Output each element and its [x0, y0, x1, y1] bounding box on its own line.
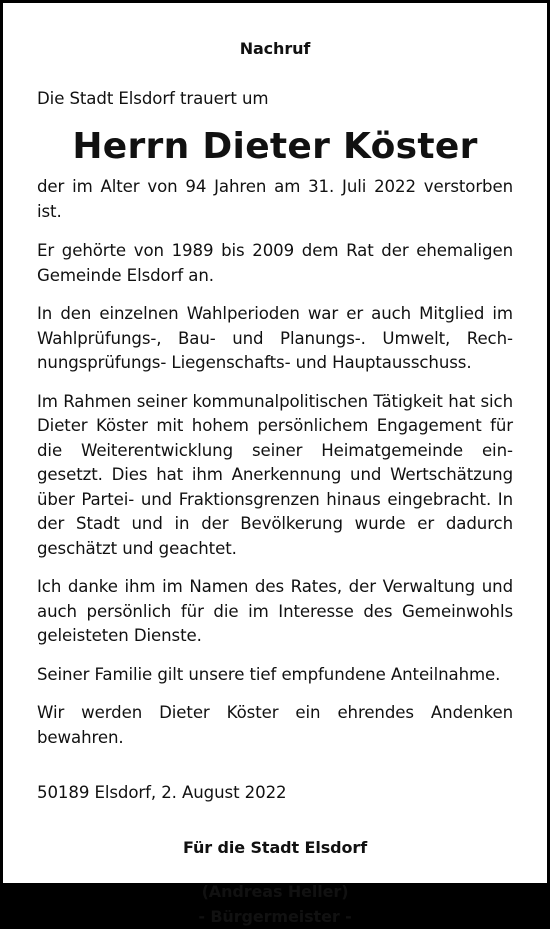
paragraph-council: Er gehörte von 1989 bis 2009 dem Rat der ehemaligen Gemeinde Elsdorf an.: [37, 239, 513, 288]
paragraph-thanks: Ich danke ihm im Namen des Rates, der Verwaltung und auch persönlich für die im Interesse des Gemeinwohls geleisteten Dienste.: [37, 575, 513, 649]
place-and-date: 50189 Elsdorf, 2. August 2022: [37, 781, 513, 806]
paragraph-engagement: Im Rahmen seiner kommunalpolitischen Tätigkeit hat sich Dieter Köster mit hohem persönlichem Engagement für die Weiterentwicklung seiner Heimatgemeinde eingesetzt. Dies hat ihm Anerkennung und Wertschätzung über Partei- und Fraktionsgrenzen hinaus eingebracht. In der Stadt und in der Bevölkerung wurde er dadurch geschätzt und geachtet.: [37, 390, 513, 562]
paragraph-remembrance: Wir werden Dieter Köster ein ehrendes Andenken bewahren.: [37, 701, 513, 750]
signature-organization: Für die Stadt Elsdorf: [37, 836, 513, 861]
paragraph-committees: In den einzelnen Wahlperioden war er auch Mitglied im Wahlprüfungs-, Bau- und Planungs-. Umwelt, Rechnungsprüfungs- Liegenschafts- und Hauptausschuss.: [37, 302, 513, 376]
paragraph-age: der im Alter von 94 Jahren am 31. Juli 2022 verstorben ist.: [37, 175, 513, 224]
intro-line: Die Stadt Elsdorf trauert um: [37, 87, 513, 112]
notice-content: [37, 37, 513, 929]
obituary-notice: [3, 3, 547, 883]
signature-person: (Andreas Heller): [37, 880, 513, 905]
deceased-name: Herrn Dieter Köster: [37, 125, 513, 169]
paragraph-condolence: Seiner Familie gilt unsere tief empfundene Anteilnahme.: [37, 663, 513, 688]
notice-heading: Nachruf: [37, 37, 513, 62]
signature-role: - Bürgermeister -: [37, 905, 513, 929]
